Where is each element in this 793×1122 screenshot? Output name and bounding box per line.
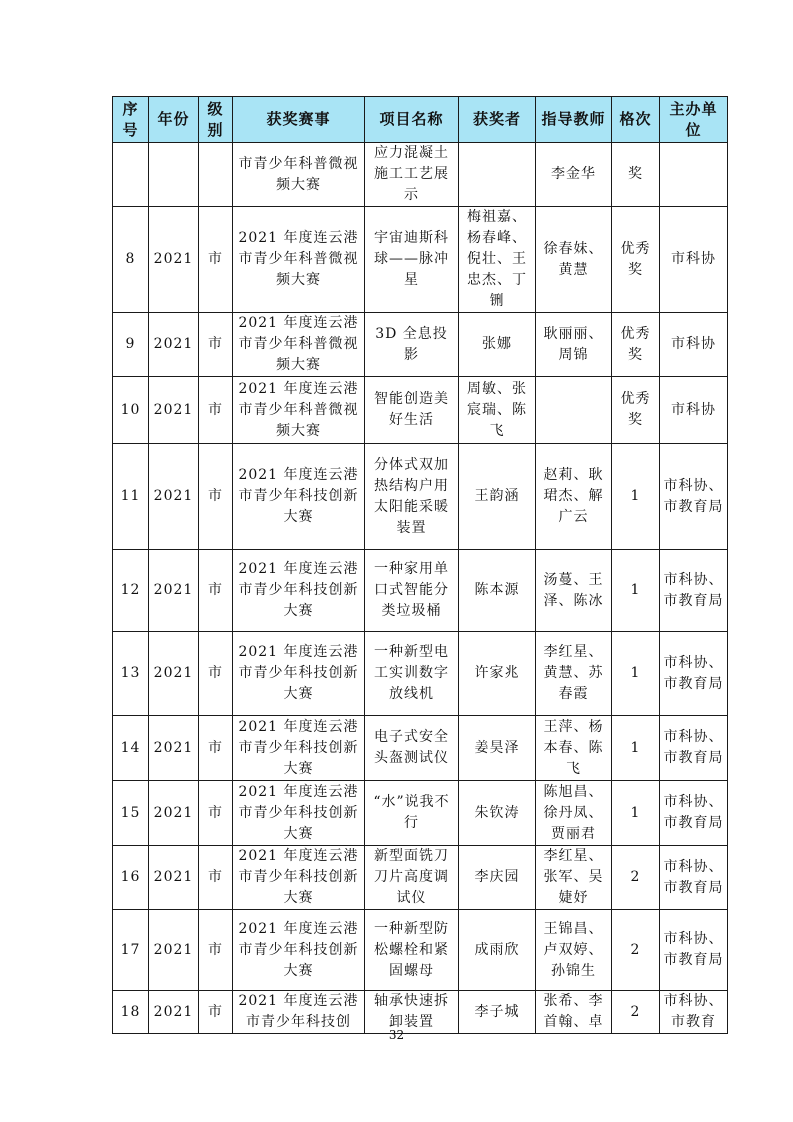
cell-no: 18 [113,991,149,1034]
cell-year: 2021 [149,313,199,377]
cell-event: 2021 年度连云港市青少年科技创新大赛 [233,716,365,781]
cell-no: 8 [113,207,149,313]
cell-no: 9 [113,313,149,377]
cell-organizer: 市科协 [660,313,728,377]
cell-year: 2021 [149,444,199,550]
cell-grade: 优秀奖 [612,313,660,377]
cell-level: 市 [199,716,233,781]
cell-organizer: 市科协、市教育局 [660,716,728,781]
table-row [113,781,728,846]
cell-project: 分体式双加热结构户用太阳能采暖装置 [365,444,459,550]
cell-project: 智能创造美好生活 [365,377,459,444]
cell-level: 市 [199,846,233,910]
cell-no: 11 [113,444,149,550]
cell-winners: 张娜 [459,313,536,377]
cell-level: 市 [199,313,233,377]
cell-no [113,143,149,207]
cell-year: 2021 [149,377,199,444]
cell-no: 17 [113,910,149,991]
cell-no: 12 [113,550,149,632]
cell-level [199,143,233,207]
cell-level: 市 [199,991,233,1034]
cell-organizer: 市科协、市教育局 [660,910,728,991]
table-row [113,550,728,632]
cell-grade: 2 [612,846,660,910]
cell-level: 市 [199,377,233,444]
cell-level: 市 [199,632,233,716]
cell-level: 市 [199,910,233,991]
cell-grade: 优秀奖 [612,377,660,444]
cell-year: 2021 [149,550,199,632]
cell-project: 轴承快速拆卸装置 [365,991,459,1034]
table-row [113,716,728,781]
cell-project: 新型面铣刀刀片高度调试仪 [365,846,459,910]
cell-project: 3D 全息投影 [365,313,459,377]
header-year: 年份 [149,97,199,143]
cell-year: 2021 [149,632,199,716]
cell-event: 2021 年度连云港市青少年科技创新大赛 [233,444,365,550]
cell-teachers: 王萍、杨本春、陈飞 [536,716,612,781]
cell-no: 14 [113,716,149,781]
cell-organizer: 市科协、市教育局 [660,846,728,910]
cell-grade: 奖 [612,143,660,207]
table-row [113,632,728,716]
cell-winners: 成雨欣 [459,910,536,991]
cell-winners: 朱钦涛 [459,781,536,846]
cell-project: 电子式安全头盔测试仪 [365,716,459,781]
cell-year: 2021 [149,207,199,313]
table-row [113,207,728,313]
cell-organizer: 市科协 [660,207,728,313]
cell-teachers: 李红星、张军、吴婕妤 [536,846,612,910]
cell-grade: 1 [612,444,660,550]
cell-project: “水”说我不行 [365,781,459,846]
cell-winners: 周敏、张宸瑞、陈飞 [459,377,536,444]
cell-organizer: 市科协 [660,377,728,444]
cell-year: 2021 [149,991,199,1034]
cell-event: 2021 年度连云港市青少年科普微视频大赛 [233,313,365,377]
table-row [113,377,728,444]
cell-grade: 2 [612,991,660,1034]
cell-teachers: 耿丽丽、周锦 [536,313,612,377]
cell-project: 一种家用单口式智能分类垃圾桶 [365,550,459,632]
cell-event: 2021 年度连云港市青少年科技创新大赛 [233,910,365,991]
header-teachers: 指导教师 [536,97,612,143]
cell-teachers: 王锦昌、卢双婷、孙锦生 [536,910,612,991]
cell-project: 应力混凝土施工工艺展示 [365,143,459,207]
header-organizer: 主办单位 [660,97,728,143]
header-winners: 获奖者 [459,97,536,143]
cell-event: 2021 年度连云港市青少年科技创 [233,991,365,1034]
cell-grade: 1 [612,632,660,716]
cell-winners: 王韵涵 [459,444,536,550]
cell-winners: 李庆园 [459,846,536,910]
cell-organizer: 市科协、市教育局 [660,444,728,550]
cell-project: 一种新型电工实训数字放线机 [365,632,459,716]
cell-winners: 梅祖嘉、杨春峰、倪壮、王忠杰、丁铏 [459,207,536,313]
cell-organizer: 市科协、市教育局 [660,632,728,716]
header-event: 获奖赛事 [233,97,365,143]
cell-event: 市青少年科普微视频大赛 [233,143,365,207]
cell-grade: 2 [612,910,660,991]
table-row [113,910,728,991]
cell-event: 2021 年度连云港市青少年科技创新大赛 [233,846,365,910]
cell-year: 2021 [149,716,199,781]
cell-project: 宇宙迪斯科球——脉冲星 [365,207,459,313]
cell-grade: 1 [612,781,660,846]
cell-event: 2021 年度连云港市青少年科技创新大赛 [233,550,365,632]
cell-year: 2021 [149,910,199,991]
cell-grade: 1 [612,716,660,781]
cell-teachers: 汤蔓、王泽、陈冰 [536,550,612,632]
cell-winners: 陈本源 [459,550,536,632]
cell-grade: 优秀奖 [612,207,660,313]
cell-no: 10 [113,377,149,444]
cell-level: 市 [199,207,233,313]
cell-year: 2021 [149,846,199,910]
table-row-continued [113,143,728,207]
table-row [113,444,728,550]
cell-teachers: 李红星、黄慧、苏春霞 [536,632,612,716]
header-project: 项目名称 [365,97,459,143]
cell-event: 2021 年度连云港市青少年科技创新大赛 [233,632,365,716]
cell-winners: 许家兆 [459,632,536,716]
cell-winners: 李子城 [459,991,536,1034]
cell-teachers: 陈旭昌、徐丹凤、贾丽君 [536,781,612,846]
cell-level: 市 [199,444,233,550]
table-row [113,313,728,377]
page-number: 32 [388,1028,405,1042]
cell-winners [459,143,536,207]
header-level: 级别 [199,97,233,143]
cell-year [149,143,199,207]
cell-teachers: 张希、李首翰、卓 [536,991,612,1034]
cell-organizer: 市科协、市教育局 [660,781,728,846]
cell-no: 16 [113,846,149,910]
cell-event: 2021 年度连云港市青少年科普微视频大赛 [233,377,365,444]
cell-level: 市 [199,550,233,632]
header-row [113,97,728,143]
cell-winners: 姜昊泽 [459,716,536,781]
cell-teachers: 李金华 [536,143,612,207]
cell-level: 市 [199,781,233,846]
cell-no: 15 [113,781,149,846]
header-no: 序号 [113,97,149,143]
header-grade: 格次 [612,97,660,143]
awards-table [112,96,728,1034]
cell-organizer: 市科协、市教育 [660,991,728,1034]
cell-event: 2021 年度连云港市青少年科普微视频大赛 [233,207,365,313]
cell-teachers [536,377,612,444]
cell-organizer: 市科协、市教育局 [660,550,728,632]
cell-teachers: 徐春妹、黄慧 [536,207,612,313]
cell-teachers: 赵莉、耿珺杰、解广云 [536,444,612,550]
cell-event: 2021 年度连云港市青少年科技创新大赛 [233,781,365,846]
cell-no: 13 [113,632,149,716]
table-row [113,846,728,910]
cell-year: 2021 [149,781,199,846]
cell-grade: 1 [612,550,660,632]
cell-organizer [660,143,728,207]
cell-project: 一种新型防松螺栓和紧固螺母 [365,910,459,991]
